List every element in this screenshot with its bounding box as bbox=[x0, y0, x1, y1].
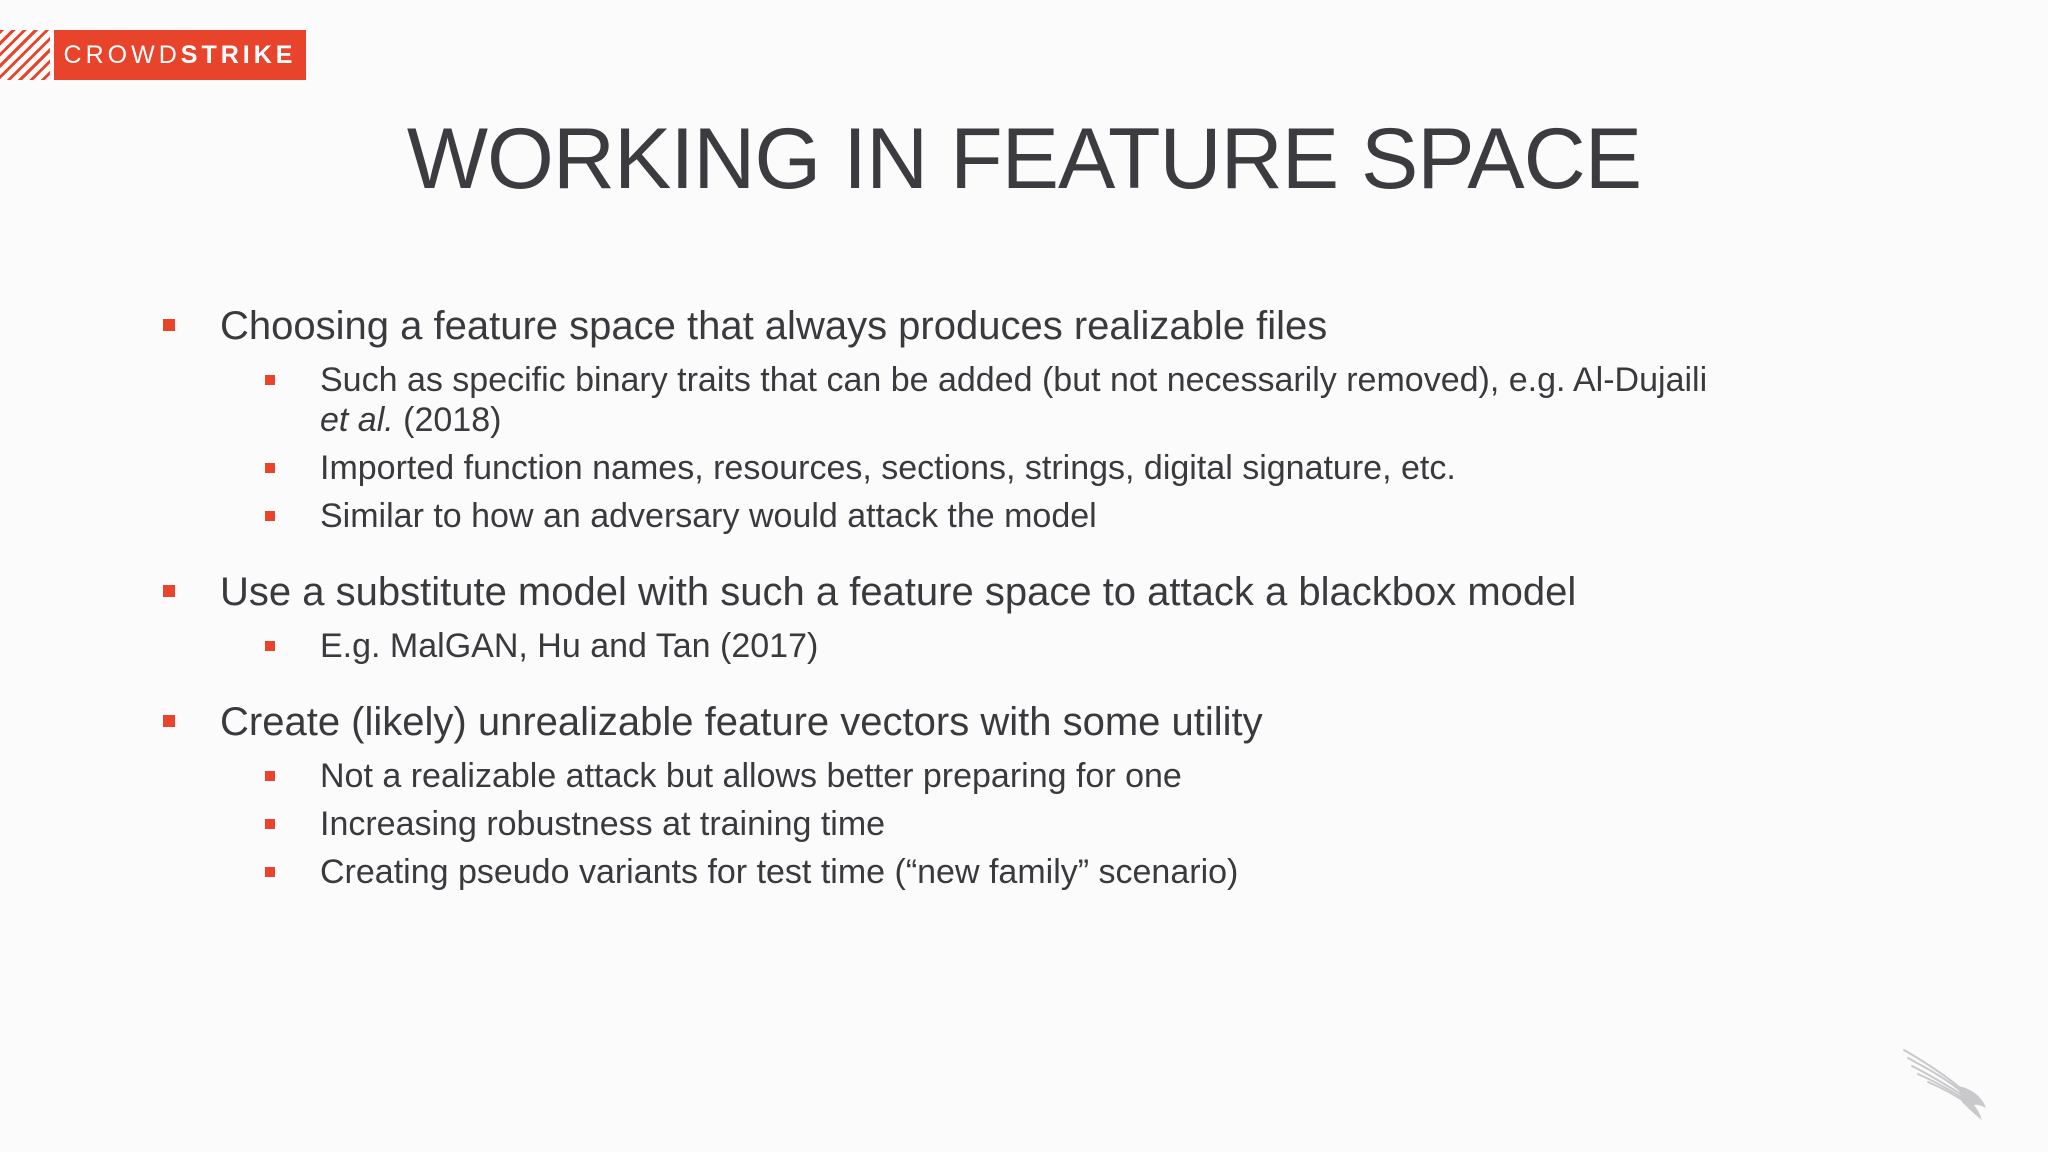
sub-bullet-item bbox=[160, 360, 1900, 440]
bullet-group bbox=[160, 300, 1900, 536]
logo-text-light: CROWD bbox=[63, 40, 181, 69]
bullet-item: Use a substitute model with such a feature space to attack a blackbox model bbox=[160, 566, 1900, 618]
falcon-icon bbox=[1898, 1042, 1998, 1122]
sub-bullet-item: Similar to how an adversary would attack the model bbox=[160, 496, 1900, 536]
sub-bullet-item: Increasing robustness at training time bbox=[160, 804, 1900, 844]
sub-bullet-item: Imported function names, resources, sections, strings, digital signature, etc. bbox=[160, 448, 1900, 488]
sub-bullet-item: Creating pseudo variants for test time (“new family” scenario) bbox=[160, 852, 1900, 892]
sub-bullet-text: Such as specific binary traits that can be added (but not necessarily removed), e.g. Al-Dujaili bbox=[320, 361, 1708, 399]
slide-title: WORKING IN FEATURE SPACE bbox=[406, 111, 1642, 207]
logo-text-bold: STRIKE bbox=[180, 40, 297, 69]
logo-stripes bbox=[0, 30, 50, 80]
logo-wordmark bbox=[54, 30, 306, 80]
sub-bullet-item: Not a realizable attack but allows better preparing for one bbox=[160, 756, 1900, 796]
sub-bullet-italic: et al. bbox=[320, 401, 394, 439]
bullet-group bbox=[160, 696, 1900, 892]
bullet-item: Create (likely) unrealizable feature vectors with some utility bbox=[160, 696, 1900, 748]
crowdstrike-logo bbox=[0, 30, 306, 80]
sub-bullet-item: E.g. MalGAN, Hu and Tan (2017) bbox=[160, 626, 1900, 666]
bullet-list bbox=[160, 300, 1900, 922]
bullet-item: Choosing a feature space that always produces realizable files bbox=[160, 300, 1900, 352]
bullet-group bbox=[160, 566, 1900, 666]
sub-bullet-tail: (2018) bbox=[393, 401, 502, 439]
